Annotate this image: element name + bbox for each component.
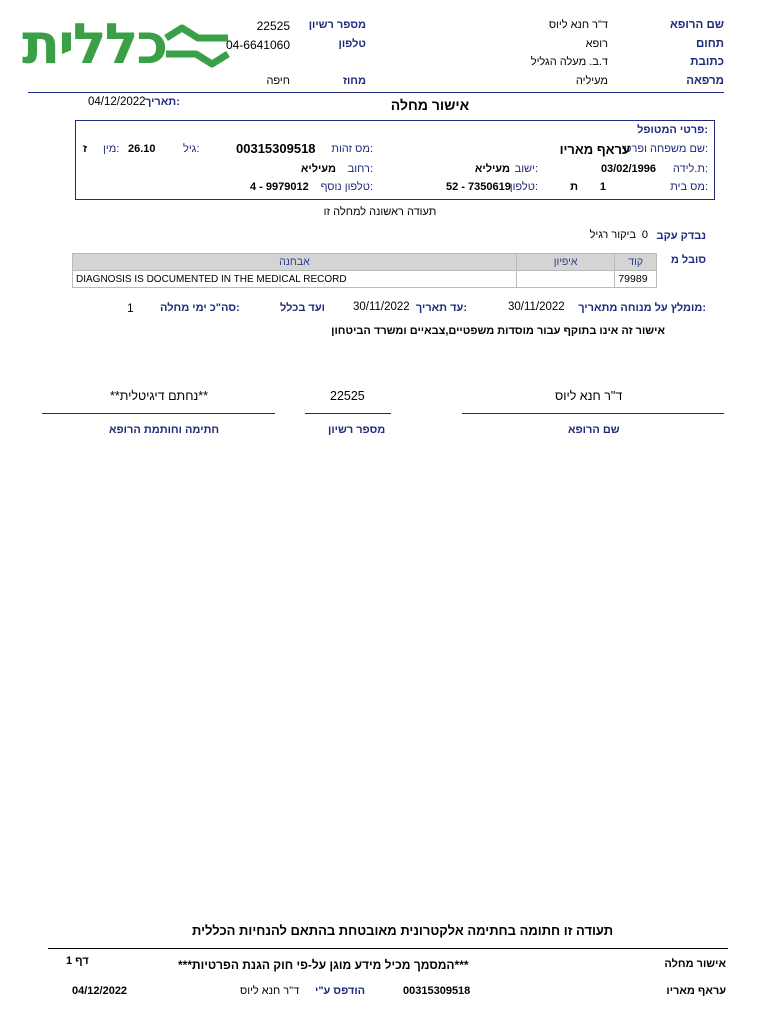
logo-text: כללית	[22, 12, 167, 77]
footer-printed-by: ד"ר חנא ליוס	[240, 985, 300, 997]
patient-phone2-value: 4 - 9979012	[250, 181, 309, 193]
diagnosis-header-code: קוד	[615, 254, 657, 271]
district-value: חיפה	[266, 75, 290, 87]
signature-line-license	[305, 413, 391, 414]
suffers-label: סובל מ	[670, 254, 706, 266]
patient-phone-label: טלפון:	[509, 181, 538, 193]
phone-label: טלפון	[338, 38, 366, 50]
rest-from-value: 30/11/2022	[508, 301, 565, 313]
license-value: 22525	[256, 19, 290, 33]
patient-street-value: מעיליא	[300, 163, 336, 175]
signature-digital: **נחתם דיגיטלית**	[110, 389, 209, 403]
total-days-label: סה"כ ימי מחלה:	[160, 302, 240, 314]
patient-dob-label: ת.לידה:	[672, 163, 708, 175]
footer-patient-name: עראף מאריו	[666, 985, 726, 997]
patient-house-value: 1	[599, 181, 606, 193]
patient-age-label: גיל:	[183, 143, 200, 155]
address-label: כתובת	[690, 56, 724, 68]
date-label: תאריך:	[145, 96, 180, 108]
examined-label: נבדק עקב	[656, 230, 706, 242]
field-label: תחום	[695, 38, 724, 50]
patient-gender-value: ז	[83, 143, 88, 155]
patient-house-label: מס בית:	[670, 181, 708, 193]
patient-name-label: שם משפחה ופרטי:	[621, 143, 708, 155]
footer-printed-by-label: הודפס ע"י	[315, 985, 366, 997]
patient-section-label: פרטי המטופל:	[637, 124, 708, 136]
patient-phone2-label: טלפון נוסף:	[320, 181, 373, 193]
rest-from-label: מומלץ על מנוחה מתאריך:	[578, 302, 706, 314]
patient-gender-label: מין:	[103, 143, 120, 155]
examined-text: ביקור רגיל	[589, 229, 636, 241]
district-label: מחוז	[342, 75, 366, 87]
diagnosis-description: DIAGNOSIS IS DOCUMENTED IN THE MEDICAL RECORD	[73, 271, 517, 288]
patient-age-value: 26.10	[128, 143, 156, 155]
digital-signature-note: תעודה זו חתומה בחתימה אלקטרונית מאובטחת בהתאם להנחיות הכללית	[192, 923, 614, 938]
signature-license: 22525	[330, 389, 365, 403]
diagnosis-table	[72, 253, 657, 288]
validity-note: אישור זה אינו בתוקף עבור מוסדות משפטיים,צבאיים ומשרד הביטחון	[331, 325, 665, 337]
patient-settlement-value: מעיליא	[474, 163, 510, 175]
patient-name-value: עראף מאריו	[559, 142, 630, 157]
footer-divider	[48, 948, 728, 949]
rest-to-value: 30/11/2022	[353, 301, 410, 313]
rest-to-label: עד תאריך:	[415, 302, 467, 314]
license-label: מספר רשיון	[308, 19, 366, 31]
patient-settlement-label: ישוב:	[514, 163, 538, 175]
page-title: אישור מחלה	[390, 97, 470, 113]
patient-dob-value: 03/02/1996	[600, 163, 656, 175]
patient-id-label: מס זהות:	[331, 143, 373, 155]
footer-doc-type: אישור מחלה	[664, 958, 726, 970]
field-value: רופא	[585, 38, 608, 50]
patient-street-label: רחוב:	[347, 163, 373, 175]
diagnosis-header-description: אבחנה	[73, 254, 517, 271]
doctor-name-value: ד"ר חנא ליוס	[548, 19, 608, 31]
signature-doctor-label: שם הרופא	[568, 424, 620, 436]
signature-line-sign	[42, 413, 275, 414]
inclusive-label: ועד בכלל	[280, 302, 325, 314]
signature-license-label: מספר רשיון	[328, 424, 386, 436]
clinic-label: מרפאה	[686, 75, 724, 87]
patient-house-suffix: ת	[570, 181, 578, 193]
diagnosis-code: 79989	[615, 271, 657, 288]
signature-line-doctor	[462, 413, 724, 414]
doctor-name-label: שם הרופא	[670, 19, 724, 31]
signature-doctor-name: ד"ר חנא ליוס	[555, 389, 623, 403]
footer-patient-id: 00315309518	[403, 985, 471, 997]
examined-code: 0	[641, 229, 648, 241]
patient-id-value: 00315309518	[236, 141, 316, 156]
footer-privacy-note: ***המסמך מכיל מידע מוגן על-פי חוק הגנת הפרטיות***	[178, 958, 469, 972]
diagnosis-characterization	[516, 271, 615, 288]
patient-details-box	[75, 120, 715, 200]
date-value: 04/12/2022	[88, 96, 146, 108]
patient-phone-value: 52 - 7350619	[446, 181, 511, 193]
first-document-note: תעודה ראשונה למחלה זו	[323, 206, 437, 218]
clalit-logo	[22, 10, 212, 75]
logo-mark-icon	[162, 24, 230, 68]
header-divider	[28, 92, 724, 93]
address-value: ד.ב. מעלה הגליל	[530, 56, 608, 68]
clinic-value: מעיליה	[575, 75, 608, 87]
footer-date: 04/12/2022	[72, 985, 128, 997]
footer-page-number: דף 1	[66, 955, 89, 967]
total-days-value: 1	[127, 301, 134, 315]
diagnosis-table-header	[73, 254, 657, 271]
diagnosis-header-characterization: איפיון	[516, 254, 615, 271]
table-row	[73, 271, 657, 288]
phone-value: 04-6641060	[225, 38, 290, 52]
signature-sign-label: חתימה וחותמת הרופא	[109, 424, 220, 436]
